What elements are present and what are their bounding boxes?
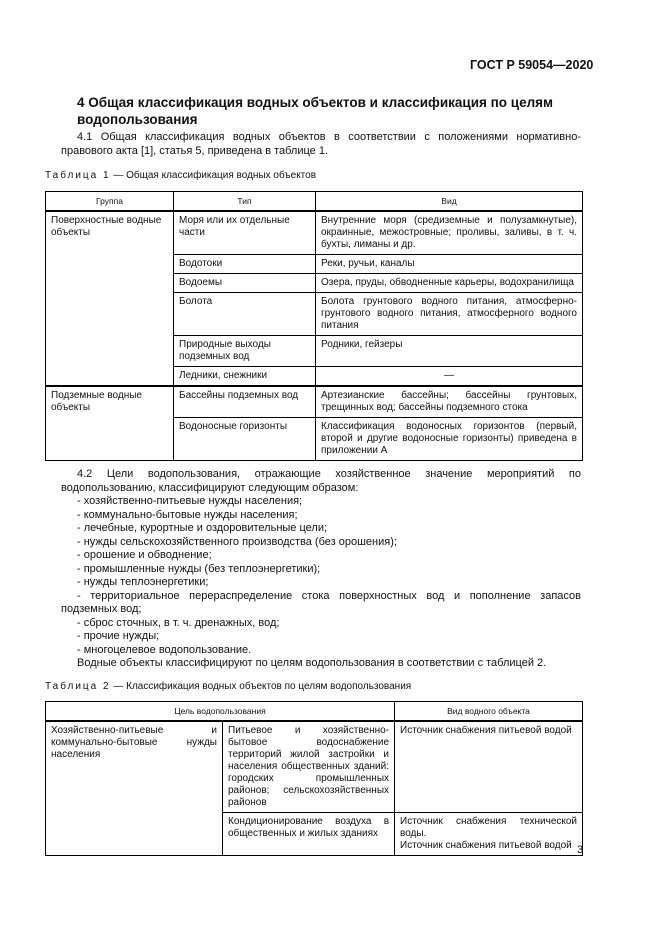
section-heading: 4 Общая классификация водных объектов и классификация по целям водопользования bbox=[77, 95, 554, 127]
kind-cell: — bbox=[316, 367, 583, 387]
table-header-row bbox=[46, 702, 583, 722]
table-row bbox=[46, 211, 583, 255]
column-header-group: Группа bbox=[46, 192, 174, 212]
subgoal-cell: Питьевое и хозяйственно-бытовое водоснабжение территорий жилой застройки и населения общественных зданий: городских промышленных районов; сельскохозяйственных районов bbox=[223, 721, 395, 813]
type-cell: Болота bbox=[174, 293, 316, 336]
list-item: - прочие нужды; bbox=[77, 630, 160, 642]
list-item: - сброс сточных, в т. ч. дренажных, вод; bbox=[77, 616, 280, 629]
list-item: - нужды сельскохозяйственного производства (без орошения); bbox=[77, 535, 397, 548]
type-cell: Ледники, снежники bbox=[174, 367, 316, 387]
object-kind-cell: Источник снабжения питьевой водой bbox=[395, 721, 583, 813]
kind-cell: Реки, ручьи, каналы bbox=[316, 255, 583, 274]
water-use-list bbox=[61, 495, 581, 657]
type-cell: Моря или их отдельные части bbox=[174, 211, 316, 255]
table-header-row bbox=[46, 192, 583, 212]
table2-caption-prefix: Таблица 2 bbox=[45, 681, 111, 692]
paragraph-4-2-closing: Водные объекты классифицируют по целям водопользования в соответствии с таблицей 2. bbox=[77, 657, 547, 669]
group-cell: Подземные водные объекты bbox=[46, 386, 174, 461]
type-cell: Водоносные горизонты bbox=[174, 418, 316, 461]
table2-caption-text: — Классификация водных объектов по целям водопользования bbox=[110, 681, 412, 692]
list-item: - коммунально-бытовые нужды населения; bbox=[77, 508, 298, 521]
column-header-object-kind: Вид водного объекта bbox=[395, 702, 583, 722]
group-cell: Поверхностные водные объекты bbox=[46, 211, 174, 386]
table-row bbox=[46, 386, 583, 418]
kind-cell: Родники, гейзеры bbox=[316, 336, 583, 367]
table1-caption-prefix: Таблица 1 bbox=[45, 170, 111, 181]
list-item: - орошение и обводнение; bbox=[77, 549, 212, 561]
subgoal-cell: Кондиционирование воздуха в общественных и жилых зданиях bbox=[223, 813, 395, 856]
goal-cell: Хозяйственно-питьевые и коммунально-бытовые нужды населения bbox=[46, 721, 223, 856]
classification-table bbox=[45, 191, 583, 461]
table1-caption-text: — Общая классификация водных объектов bbox=[110, 170, 317, 181]
list-item: - хозяйственно-питьевые нужды населения; bbox=[77, 495, 303, 507]
table2-caption bbox=[45, 681, 411, 692]
kind-cell: Артезианские бассейны; бассейны грунтовых, трещинных вод; бассейны подземного стока bbox=[316, 386, 583, 418]
object-kind-line: Источник снабжения технической воды. bbox=[400, 816, 578, 839]
standard-number: ГОСТ Р 59054—2020 bbox=[470, 58, 594, 72]
list-item: - территориальное перераспределение стока поверхностных вод и пополнение запасов подземных вод; bbox=[61, 589, 581, 615]
type-cell: Водотоки bbox=[174, 255, 316, 274]
kind-cell: Внутренние моря (средиземные и полузамкнутые), окраинные, межостровные; проливы, заливы, в т. ч. бухты, лиманы и др. bbox=[316, 211, 583, 255]
type-cell: Природные выходы подземных вод bbox=[174, 336, 316, 367]
type-cell: Водоемы bbox=[174, 274, 316, 293]
page-number: 3 bbox=[577, 844, 584, 856]
object-kind-line: Источник снабжения питьевой водой bbox=[400, 840, 572, 851]
object-kind-cell bbox=[395, 813, 583, 856]
section-4-2 bbox=[61, 468, 581, 671]
column-header-goal: Цель водопользования bbox=[46, 702, 395, 722]
kind-cell: Классификация водоносных горизонтов (первый, второй и другие водоносные горизонты) приведена в приложении А bbox=[316, 418, 583, 461]
column-header-type: Тип bbox=[174, 192, 316, 212]
water-use-table bbox=[45, 701, 583, 856]
list-item: - промышленные нужды (без теплоэнергетики); bbox=[77, 562, 321, 575]
type-cell: Бассейны подземных вод bbox=[174, 386, 316, 418]
list-item: - многоцелевое водопользование. bbox=[77, 643, 252, 656]
kind-cell: Болота грунтового водного питания, атмосферно-грунтового водного питания, атмосферного водного питания bbox=[316, 293, 583, 336]
column-header-kind: Вид bbox=[316, 192, 583, 212]
table-row bbox=[46, 721, 583, 813]
kind-cell: Озера, пруды, обводненные карьеры, водохранилища bbox=[316, 274, 583, 293]
table1-caption bbox=[45, 170, 316, 181]
list-item: - нужды теплоэнергетики; bbox=[77, 576, 209, 588]
list-item: - лечебные, курортные и оздоровительные цели; bbox=[77, 522, 328, 534]
paragraph-4-1: 4.1 Общая классификация водных объектов в соответствии с положениями нормативно-правового акта [1], статья 5, приведена в таблице 1. bbox=[61, 131, 581, 157]
paragraph-4-2-intro: 4.2 Цели водопользования, отражающие хозяйственное значение мероприятий по водопользованию, классифицируют следующим образом: bbox=[61, 468, 581, 494]
